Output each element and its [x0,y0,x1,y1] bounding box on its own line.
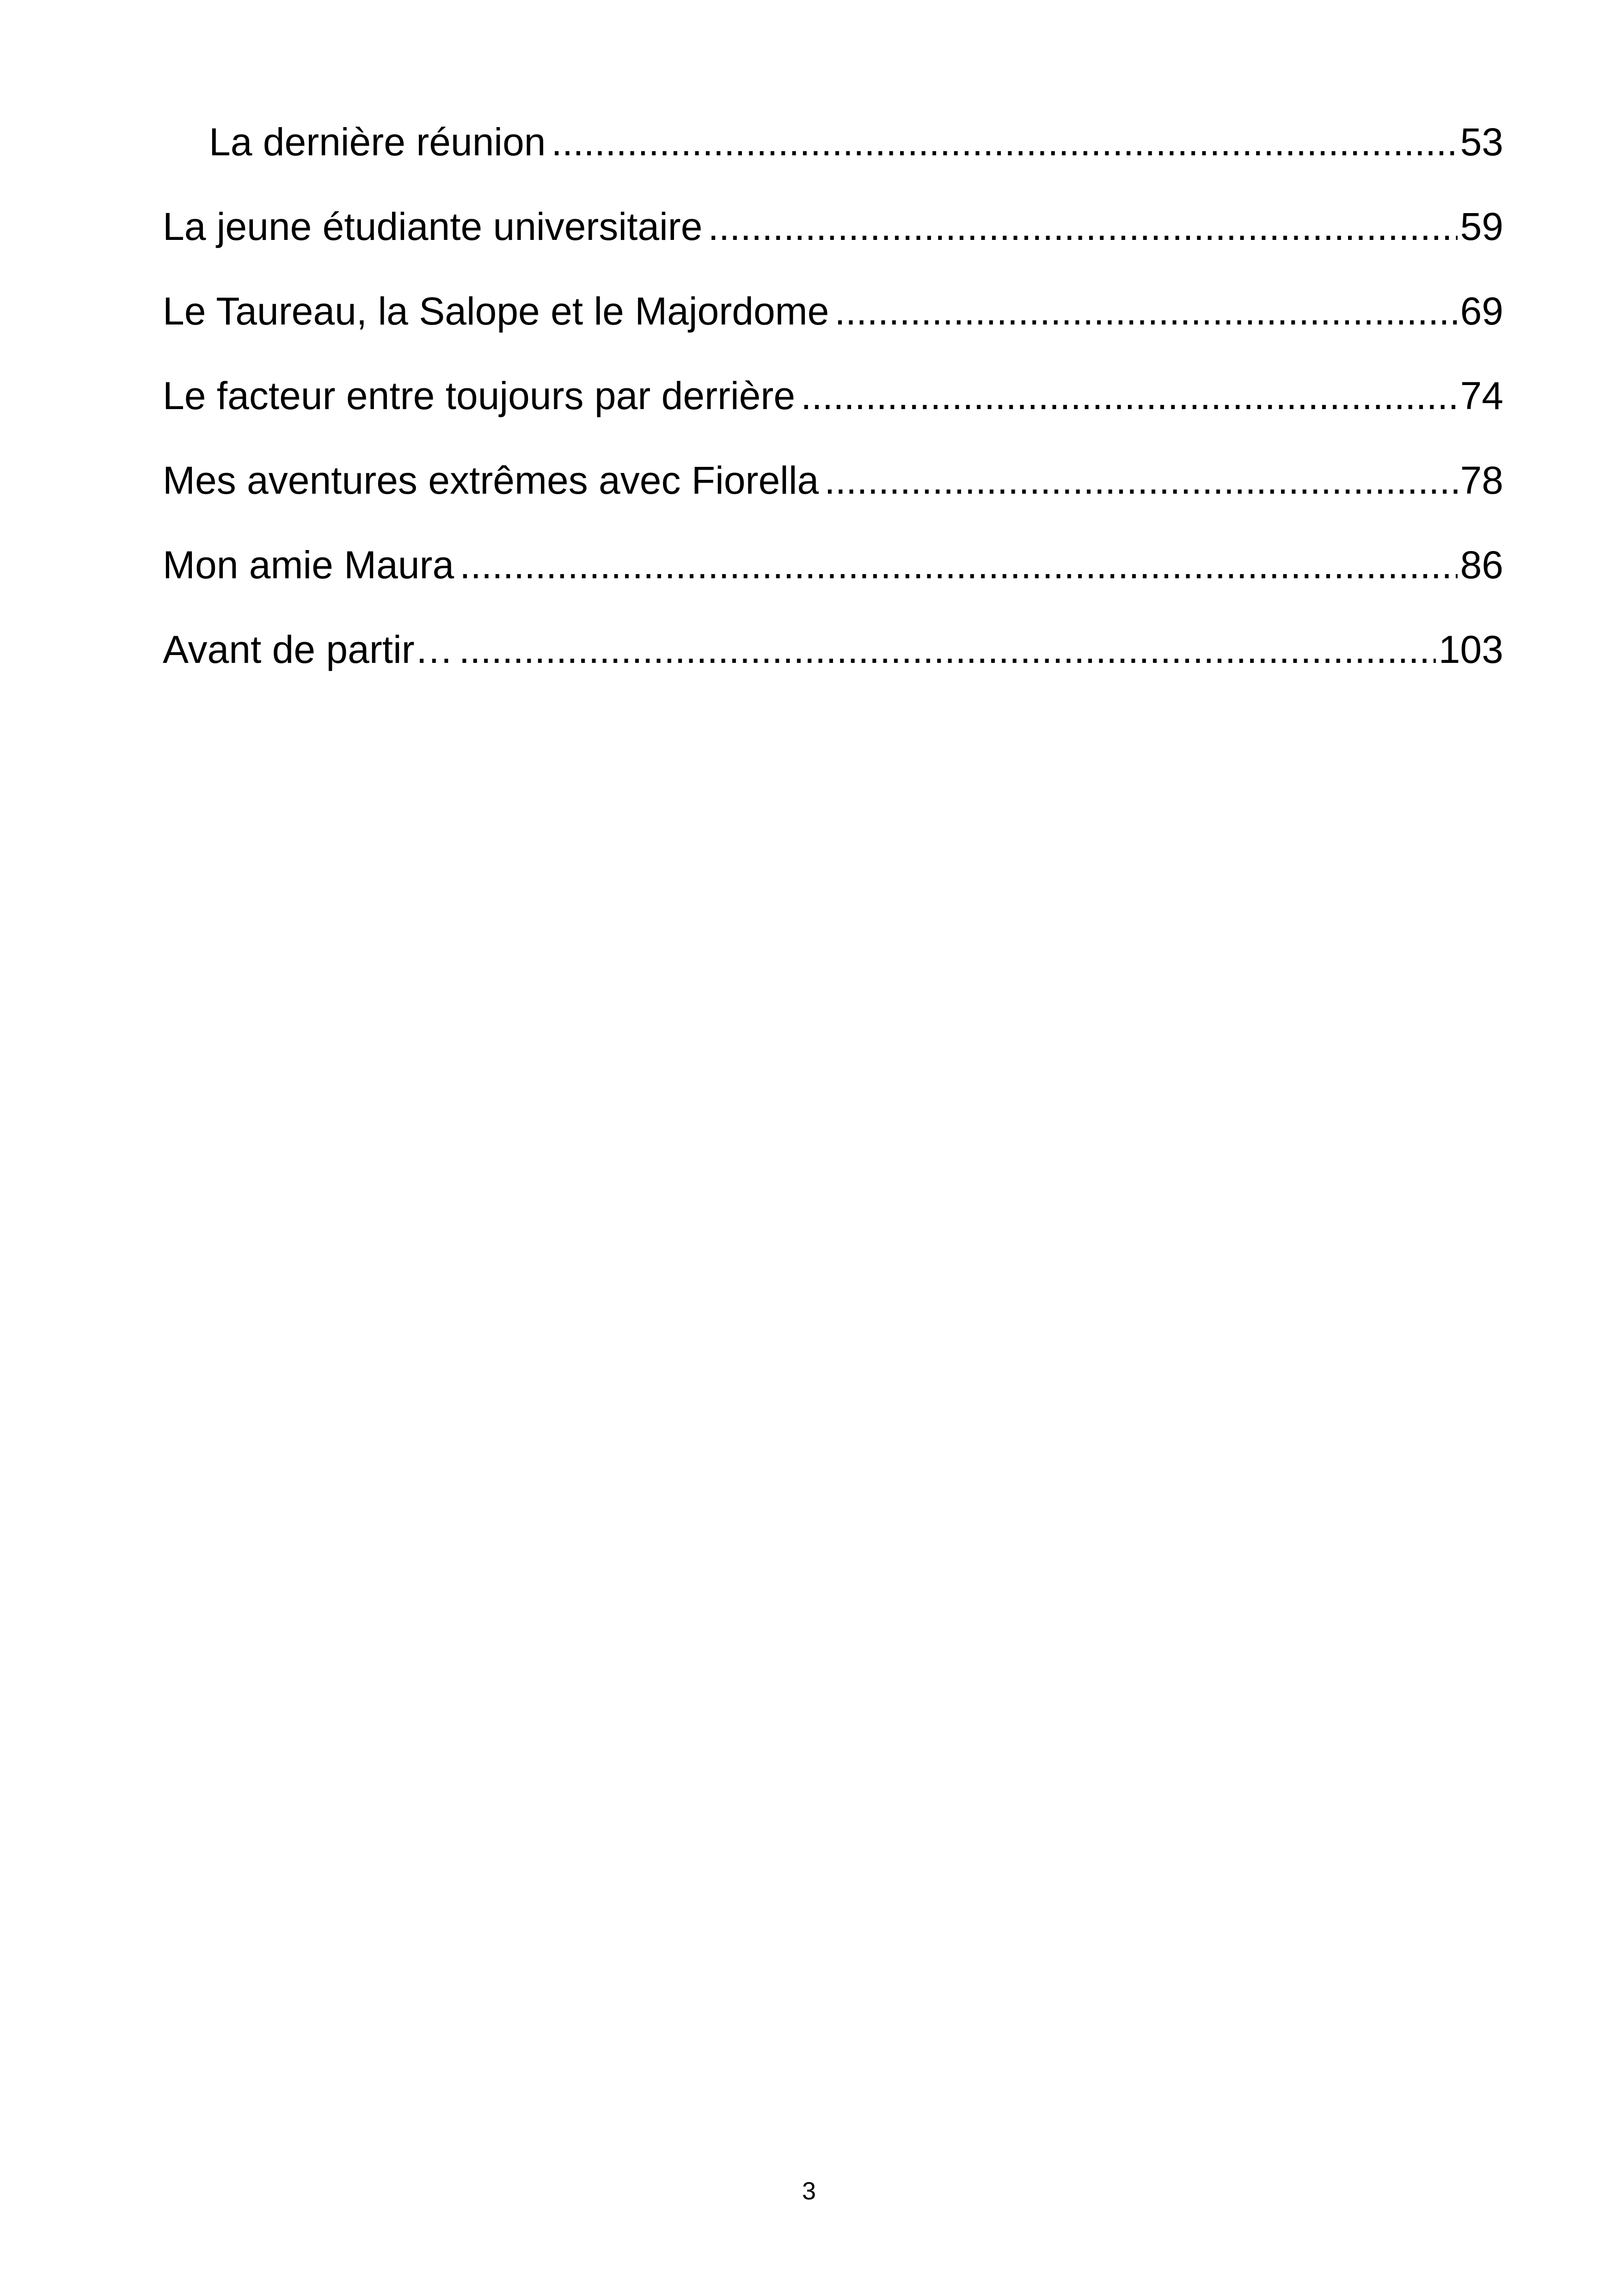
toc-dot-leader [552,107,1458,177]
toc-entry-title: Le facteur entre toujours par derrière [163,374,796,417]
toc-entry [163,192,1503,276]
toc-entry-page: 59 [1460,205,1503,248]
toc-entry [163,276,1503,361]
toc-dot-leader [708,192,1457,261]
toc-entry [163,530,1503,615]
toc-entry-title: Avant de partir… [163,628,454,671]
toc-entry-title: La jeune étudiante universitaire [163,205,703,248]
toc-entry-page: 103 [1438,628,1503,671]
toc-entry [163,615,1503,699]
table-of-contents [163,107,1503,699]
toc-dot-leader [460,530,1457,600]
page-number: 3 [802,2177,816,2205]
toc-entry-page: 74 [1460,374,1503,417]
toc-entry [163,107,1503,192]
toc-entry-title: La dernière réunion [209,120,546,164]
toc-entry-title: Le Taureau, la Salope et le Majordome [163,289,829,333]
toc-entry-title: Mes aventures extrêmes avec Fiorella [163,459,819,502]
toc-entry-page: 53 [1460,120,1503,164]
toc-entry-page: 86 [1460,543,1503,587]
toc-dot-leader [834,276,1457,346]
toc-entry-page: 69 [1460,289,1503,333]
toc-entry-title: Mon amie Maura [163,543,454,587]
toc-dot-leader [459,615,1436,684]
toc-entry-page: 78 [1460,459,1503,502]
toc-dot-leader [801,361,1457,430]
toc-entry [163,361,1503,446]
toc-dot-leader [824,446,1457,515]
toc-entry [163,446,1503,530]
